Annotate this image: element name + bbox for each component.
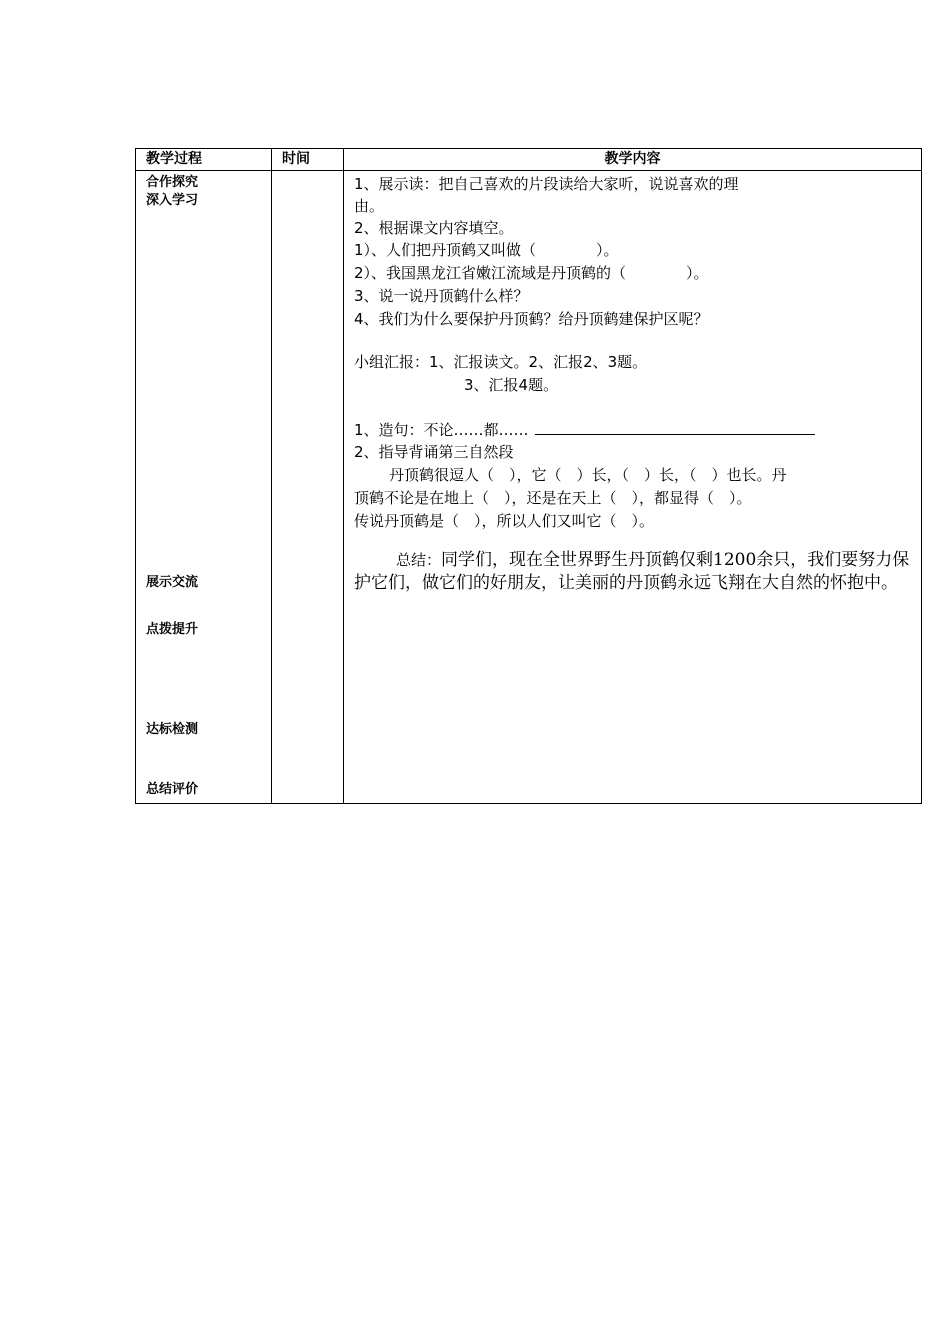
stage-show-exchange: 展示交流 [146,575,199,590]
header-time: 时间 [272,149,344,171]
content-line-13: 传说丹顶鹤是（ ），所以人们又叫它（ ）。 [354,512,655,530]
table-header-row [136,149,922,171]
content-line-5: 3、说一说丹顶鹤什么样？ [354,287,529,305]
content-line-1: 1、展示读：把自己喜欢的片段读给大家听，说说喜欢的理 [354,175,739,193]
lesson-plan-table [135,148,922,804]
summary-paragraph [354,549,914,595]
content-line-12: 顶鹤不论是在地上（ ），还是在天上（ ），都显得（ ）。 [354,489,752,507]
answer-line [535,420,815,435]
header-process: 教学过程 [136,149,272,171]
content-line-4: 2）、我国黑龙江省嫩江流域是丹顶鹤的（ ）。 [354,264,709,282]
content-line-7: 小组汇报：1、汇报读文。2、汇报2、3题。 [354,353,648,371]
stage-assessment: 达标检测 [146,722,199,737]
stage-guidance: 点拨提升 [146,622,199,637]
header-content: 教学内容 [344,149,922,171]
sentence-making-prompt: 1、造句：不论……都…… [354,421,529,439]
content-line-10: 2、指导背诵第三自然段 [354,443,514,461]
process-cell [136,171,272,804]
table-body-row [136,171,922,804]
content-line-6: 4、我们为什么要保护丹顶鹤？给丹顶鹤建保护区呢？ [354,310,709,328]
content-line-8: 3、汇报4题。 [464,376,559,394]
content-line-2: 2、根据课文内容填空。 [354,219,514,237]
summary-lead: 总结： [396,551,442,569]
content-line-3: 1）、人们把丹顶鹤又叫做（ ）。 [354,241,619,259]
content-line-9 [354,419,815,441]
content-cell [344,171,922,804]
summary-text: 同学们，现在全世界野生丹顶鹤仅剩1200余只，我们要努力保护它们，做它们的好朋友，让美丽的丹顶鹤永远飞翔在大自然的怀抱中。 [354,550,910,593]
stage-cooperative-inquiry: 合作探究 [146,175,199,190]
content-line-11: 丹顶鹤很逗人（ ），它（ ）长，（ ）长，（ ）也长。丹 [389,466,787,484]
time-cell [272,171,344,804]
stage-deep-learning: 深入学习 [146,193,199,208]
content-line-1b: 由。 [354,197,385,215]
stage-summary: 总结评价 [146,782,199,797]
